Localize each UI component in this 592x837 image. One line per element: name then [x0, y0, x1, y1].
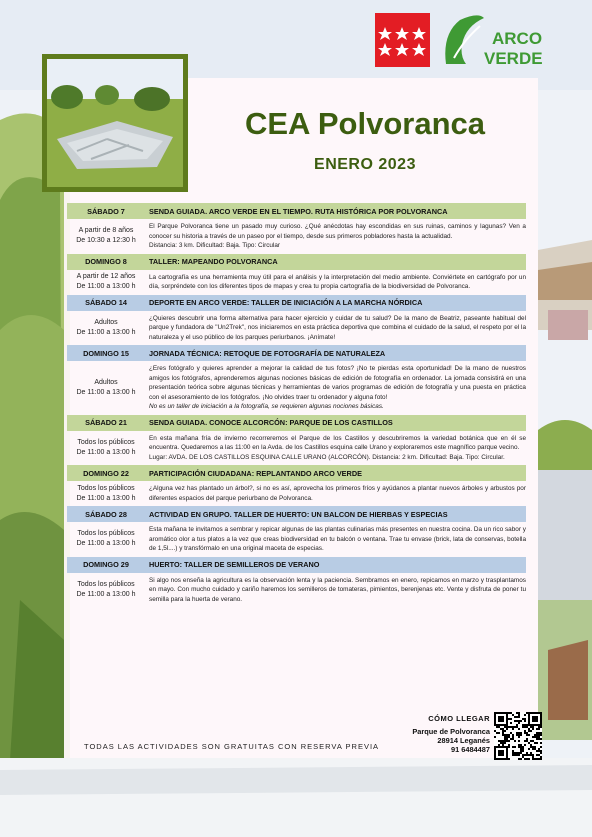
- event-day: SÁBADO 21: [85, 418, 127, 427]
- event-note: No es un taller de iniciación a la fotografía, se requieren algunas nociones básicas.: [149, 403, 384, 410]
- contact-line: 28914 Leganés: [437, 736, 490, 745]
- event-day: SÁBADO 28: [85, 509, 127, 519]
- event-day: DOMINGO 15: [83, 348, 129, 358]
- event-audience: [67, 433, 145, 464]
- event-day: SÁBADO 7: [87, 206, 125, 216]
- description-paragraph: La cartografía es una herramienta muy útil para el análisis y la interpretación del medio ambiente. Conviértete en cartógrafo por un día, sorpréndete con los diferentes tipos de mapas y crea tu propia cartografía de la biodiversidad de Polvoranca.: [149, 273, 526, 290]
- event-day: SÁBADO 14: [85, 298, 127, 307]
- event-description: [145, 313, 526, 344]
- event-header-row: [67, 345, 526, 361]
- contact-block: [390, 714, 490, 754]
- audience-line: De 11:00 a 13:00 h: [76, 448, 136, 456]
- event-header-row: [67, 465, 526, 481]
- audience-line: De 11:00 a 13:00 h: [76, 283, 136, 290]
- event-description: [145, 575, 526, 606]
- audience-line: A partir de 12 años: [76, 273, 136, 280]
- audience-line: Adultos: [94, 318, 118, 326]
- audience-line: Adultos: [94, 378, 118, 386]
- event-header-row: [67, 506, 526, 522]
- event-title: SENDA GUIADA. CONOCE ALCORCÓN: PARQUE DE LOS CASTILLOS: [149, 418, 393, 427]
- event-audience: [67, 363, 145, 413]
- event-title: PARTICIPACIÓN CIUDADANA: REPLANTANDO ARCO VERDE: [149, 468, 362, 478]
- event-body-row: [67, 483, 526, 504]
- month-subtitle: ENERO 2023: [314, 156, 416, 173]
- audience-line: Todos los públicos: [77, 438, 135, 446]
- page-title: CEA Polvoranca: [244, 106, 486, 141]
- event-title: JORNADA TÉCNICA: RETOQUE DE FOTOGRAFÍA DE NATURALEZA: [149, 348, 386, 358]
- audience-line: Todos los públicos: [77, 530, 135, 538]
- event-audience: [67, 221, 145, 252]
- description-paragraph: ¿Eres fotógrafo y quieres aprender a mejorar la calidad de tus fotos? ¡No te pierdas esta oportunidad! De la mano de nuestros amigos los fotógrafos, aprenderemos algunas nociones básicas de edición de fotografía en ordenador. La jornada consistirá en una presentación teórica sobre algunas técnicas y herramientas de varios programas de edición de fotografía y una puesta en práctica con el asesoramiento de los fotógrafos. ¡No olvides traer tu ordenador y alguna foto!: [149, 365, 526, 401]
- audience-line: De 11:00 a 13:00 h: [76, 388, 136, 396]
- audience-line: De 10:30 a 12:30 h: [76, 237, 136, 245]
- event-audience: [67, 483, 145, 504]
- arco-verde-logo: [440, 14, 550, 70]
- event-header-row: [67, 254, 526, 270]
- park-photo: [42, 54, 188, 192]
- description-paragraph: Esta mañana te invitamos a sembrar y repicar algunas de las plantas culinarias más presentes en nuestra cocina. Da un rico sabor y aromático olor a tus platos a la vez que creas biodiversidad en tu balcón o ventana. Trae tu envase (brick, lata de conservas, botella de 1,5l....) y transfórmalo en una original maceta de especias.: [149, 526, 526, 552]
- audience-line: A partir de 8 años: [78, 227, 134, 235]
- event-title: ACTIVIDAD EN GRUPO. TALLER DE HUERTO: UN BALCON DE HIERBAS Y ESPECIAS: [149, 509, 448, 519]
- contact-line: Parque de Polvoranca: [412, 727, 490, 736]
- audience-line: De 11:00 a 13:00 h: [76, 494, 136, 502]
- event-body-row: [67, 575, 526, 606]
- event-schedule: [67, 203, 526, 607]
- event-audience: [67, 575, 145, 606]
- event-description: [145, 221, 526, 252]
- event-body-row: [67, 363, 526, 413]
- event-body-row: [67, 433, 526, 464]
- description-paragraph: El Parque Polvoranca tiene un pasado muy curioso. ¿Qué anécdotas hay escondidas en sus ruinas, caminos y lagunas? Ven a conocer su historia a través de un paseo por el tiempo, desde sus primeros pobladores hasta la actualidad.: [149, 223, 526, 240]
- event-description: [145, 524, 526, 555]
- description-paragraph: Lugar: AVDA. DE LOS CASTILLOS ESQUINA CALLE URANO (ALCORCÓN). Distancia: 2 km. Dificultad: Baja. Tipo: Circular.: [149, 453, 505, 461]
- qr-code[interactable]: [494, 712, 542, 760]
- event-header-row: [67, 203, 526, 219]
- event-header-row: [67, 295, 526, 311]
- free-activities-notice: TODAS LAS ACTIVIDADES SON GRATUITAS CON RESERVA PREVIA: [84, 742, 380, 751]
- event-day: DOMINGO 22: [83, 468, 129, 478]
- qr-code-icon: [494, 712, 542, 760]
- event-day: DOMINGO 29: [83, 560, 129, 569]
- event-audience: [67, 524, 145, 555]
- event-title: TALLER: MAPEANDO POLVORANCA: [149, 257, 278, 266]
- logo-verde-text: VERDE: [484, 49, 543, 68]
- event-body-row: [67, 221, 526, 252]
- event-audience: [67, 313, 145, 344]
- how-to-get-heading: CÓMO LLEGAR: [428, 714, 490, 723]
- ruins-photo-illustration: [47, 59, 183, 187]
- event-header-row: [67, 415, 526, 431]
- event-title: SENDA GUIADA. ARCO VERDE EN EL TIEMPO. RUTA HISTÓRICA POR POLVORANCA: [149, 206, 448, 216]
- event-day: DOMINGO 8: [85, 257, 127, 266]
- stars-icon: [375, 13, 430, 67]
- audience-line: De 11:00 a 13:00 h: [76, 540, 136, 548]
- event-audience: [67, 272, 145, 293]
- event-description: [145, 272, 526, 293]
- leaf-icon: [440, 14, 550, 70]
- event-body-row: [67, 524, 526, 555]
- description-paragraph: En esta mañana fría de invierno recorreremos el Parque de los Castillos y descubriremos la variedad botánica que en él se encuentra. Quedaremos a las 11:00 en la Avda. de los Castillos esquina calle Urano y exploraremos este magnífico parque vecino.: [149, 434, 526, 451]
- audience-line: De 11:00 a 13:00 h: [76, 328, 136, 336]
- description-paragraph: Si algo nos enseña la agricultura es la observación lenta y la paciencia. Sembramos en enero, repicamos en marzo y trasplantamos en mayo. Con mucho cuidado y cariño haremos los semilleros de tomateras, pimientos, berenjenas etc. Vente y disfruta de poner tu semilla para la huerta de verano.: [149, 576, 526, 603]
- description-paragraph: Distancia: 3 km. Dificultad: Baja. Tipo: Circular: [149, 242, 281, 249]
- event-description: [145, 433, 526, 464]
- event-body-row: [67, 313, 526, 344]
- audience-line: De 11:00 a 13:00 h: [76, 590, 136, 598]
- event-title: DEPORTE EN ARCO VERDE: TALLER DE INICIACIÓN A LA MARCHA NÓRDICA: [149, 298, 423, 307]
- event-description: [145, 483, 526, 504]
- description-paragraph: ¿Quieres descubrir una forma alternativa para hacer ejercicio y cuidar de tu salud? De la mano de Beatriz, paseante habitual del parque y fundadora de "Un2Trek", nos iniciaremos en esta práctica deportiva que combina el cuidado de la salud, el respeto por el la naturaleza y el uso público de los parques periurbanos. ¡Anímate!: [149, 314, 526, 341]
- event-description: [145, 363, 526, 413]
- logo-arco-text: ARCO: [492, 29, 543, 48]
- contact-line: 91 6484487: [450, 745, 490, 754]
- event-header-row: [67, 557, 526, 573]
- audience-line: Todos los públicos: [77, 484, 135, 492]
- event-body-row: [67, 272, 526, 293]
- audience-line: Todos los públicos: [77, 580, 135, 588]
- event-title: HUERTO: TALLER DE SEMILLEROS DE VERANO: [149, 560, 320, 569]
- comunidad-madrid-logo: [375, 13, 430, 67]
- description-paragraph: ¿Alguna vez has plantado un árbol?, si no es así, aprovecha los primeros fríos y ayúdanos a plantar nuevos árboles y arbustos por diferentes espacios del parque periurbano de Polvoranca.: [149, 485, 526, 502]
